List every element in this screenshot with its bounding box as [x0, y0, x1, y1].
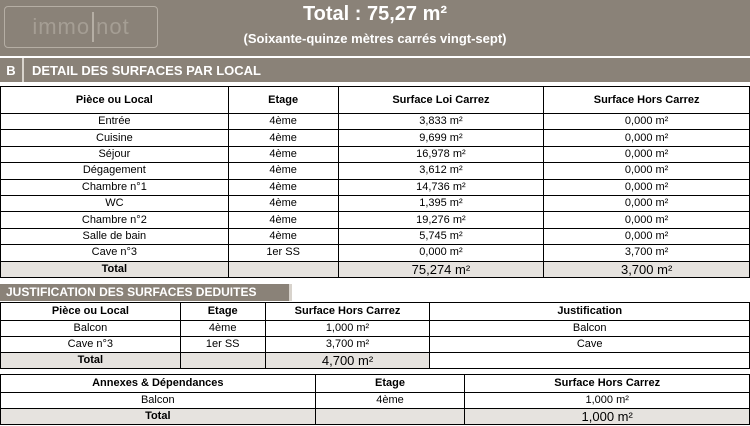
table-row [1, 393, 750, 409]
table-row [1, 212, 750, 228]
cell-room: Chambre n°1 [1, 179, 229, 195]
cell-carrez: 19,276 m² [338, 212, 544, 228]
cell-room: Cuisine [1, 130, 229, 146]
justification-title: JUSTIFICATION DES SURFACES DEDUITES [0, 284, 292, 301]
cell-floor: 4ème [228, 163, 338, 179]
section-letter: B [0, 58, 24, 82]
cell-floor: 4ème [228, 179, 338, 195]
total-label: Total [1, 409, 316, 425]
total-carrez: 75,274 m² [338, 261, 544, 277]
cell-room: Entrée [1, 114, 229, 130]
cell-room: Balcon [1, 321, 181, 337]
table-row [1, 146, 750, 162]
cell-floor: 4ème [315, 393, 465, 409]
cell-justification: Balcon [430, 321, 750, 337]
table-row [1, 163, 750, 179]
total-row [1, 353, 750, 369]
surfaces-table [0, 86, 750, 278]
section-title: DETAIL DES SURFACES PAR LOCAL [32, 62, 261, 78]
cell-carrez: 3,833 m² [338, 114, 544, 130]
cell-room: Séjour [1, 146, 229, 162]
cell-hors-carrez: 1,000 m² [265, 321, 430, 337]
cell-room: Cave n°3 [1, 337, 181, 353]
column-header: Surface Hors Carrez [465, 375, 750, 393]
column-header: Etage [315, 375, 465, 393]
cell-room: Chambre n°2 [1, 212, 229, 228]
cell-carrez: 14,736 m² [338, 179, 544, 195]
column-header: Surface Loi Carrez [338, 87, 544, 114]
cell-room: WC [1, 195, 229, 211]
cell-floor: 1er SS [228, 245, 338, 261]
cell-hors-carrez: 0,000 m² [544, 195, 750, 211]
cell-floor: 4ème [228, 114, 338, 130]
cell-floor: 4ème [228, 195, 338, 211]
total-empty-cell [315, 409, 465, 425]
logo-text-right: not [96, 14, 130, 39]
column-header: Justification [430, 303, 750, 321]
total-title: Total : 75,27 m² [302, 3, 448, 25]
justification-table [0, 302, 750, 369]
table-row [1, 195, 750, 211]
total-value: 1,000 m² [465, 409, 750, 425]
total-label: Total [1, 353, 181, 369]
cell-carrez: 5,745 m² [338, 228, 544, 244]
cell-hors-carrez: 3,700 m² [265, 337, 430, 353]
cell-room: Salle de bain [1, 228, 229, 244]
cell-hors-carrez: 0,000 m² [544, 114, 750, 130]
cell-hors-carrez: 1,000 m² [465, 393, 750, 409]
total-hors-carrez: 3,700 m² [544, 261, 750, 277]
cell-annex: Balcon [1, 393, 316, 409]
column-header: Pièce ou Local [1, 87, 229, 114]
column-header: Etage [180, 303, 265, 321]
column-header: Surface Hors Carrez [265, 303, 430, 321]
table-header-row [1, 375, 750, 393]
cell-justification: Cave [430, 337, 750, 353]
total-row [1, 261, 750, 277]
total-empty-cell [228, 261, 338, 277]
cell-hors-carrez: 0,000 m² [544, 228, 750, 244]
column-header: Etage [228, 87, 338, 114]
cell-floor: 4ème [180, 321, 265, 337]
column-header: Annexes & Dépendances [1, 375, 316, 393]
total-value: 4,700 m² [265, 353, 430, 369]
annexes-table [0, 374, 750, 425]
cell-floor: 4ème [228, 146, 338, 162]
table-row [1, 130, 750, 146]
table-row [1, 114, 750, 130]
column-header: Pièce ou Local [1, 303, 181, 321]
cell-carrez: 1,395 m² [338, 195, 544, 211]
cell-room: Cave n°3 [1, 245, 229, 261]
table-row [1, 337, 750, 353]
cell-hors-carrez: 0,000 m² [544, 146, 750, 162]
cell-carrez: 16,978 m² [338, 146, 544, 162]
cell-hors-carrez: 0,000 m² [544, 179, 750, 195]
cell-floor: 4ème [228, 228, 338, 244]
header-bar [0, 0, 750, 56]
cell-floor: 4ème [228, 130, 338, 146]
cell-carrez: 3,612 m² [338, 163, 544, 179]
table-row [1, 179, 750, 195]
cell-hors-carrez: 0,000 m² [544, 212, 750, 228]
cell-floor: 1er SS [180, 337, 265, 353]
cell-floor: 4ème [228, 212, 338, 228]
total-subtitle: (Soixante-quinze mètres carrés vingt-sept) [243, 31, 507, 46]
cell-hors-carrez: 0,000 m² [544, 163, 750, 179]
table-row [1, 228, 750, 244]
total-empty-cell [430, 353, 750, 369]
cell-room: Dégagement [1, 163, 229, 179]
total-row [1, 409, 750, 425]
table-header-row [1, 87, 750, 114]
cell-hors-carrez: 0,000 m² [544, 130, 750, 146]
cell-hors-carrez: 3,700 m² [544, 245, 750, 261]
total-empty-cell [180, 353, 265, 369]
cell-carrez: 9,699 m² [338, 130, 544, 146]
table-row [1, 245, 750, 261]
total-label: Total [1, 261, 229, 277]
section-b-bar [0, 58, 750, 82]
column-header: Surface Hors Carrez [544, 87, 750, 114]
table-row [1, 321, 750, 337]
table-header-row [1, 303, 750, 321]
cell-carrez: 0,000 m² [338, 245, 544, 261]
logo-text-left: immo [32, 14, 91, 39]
